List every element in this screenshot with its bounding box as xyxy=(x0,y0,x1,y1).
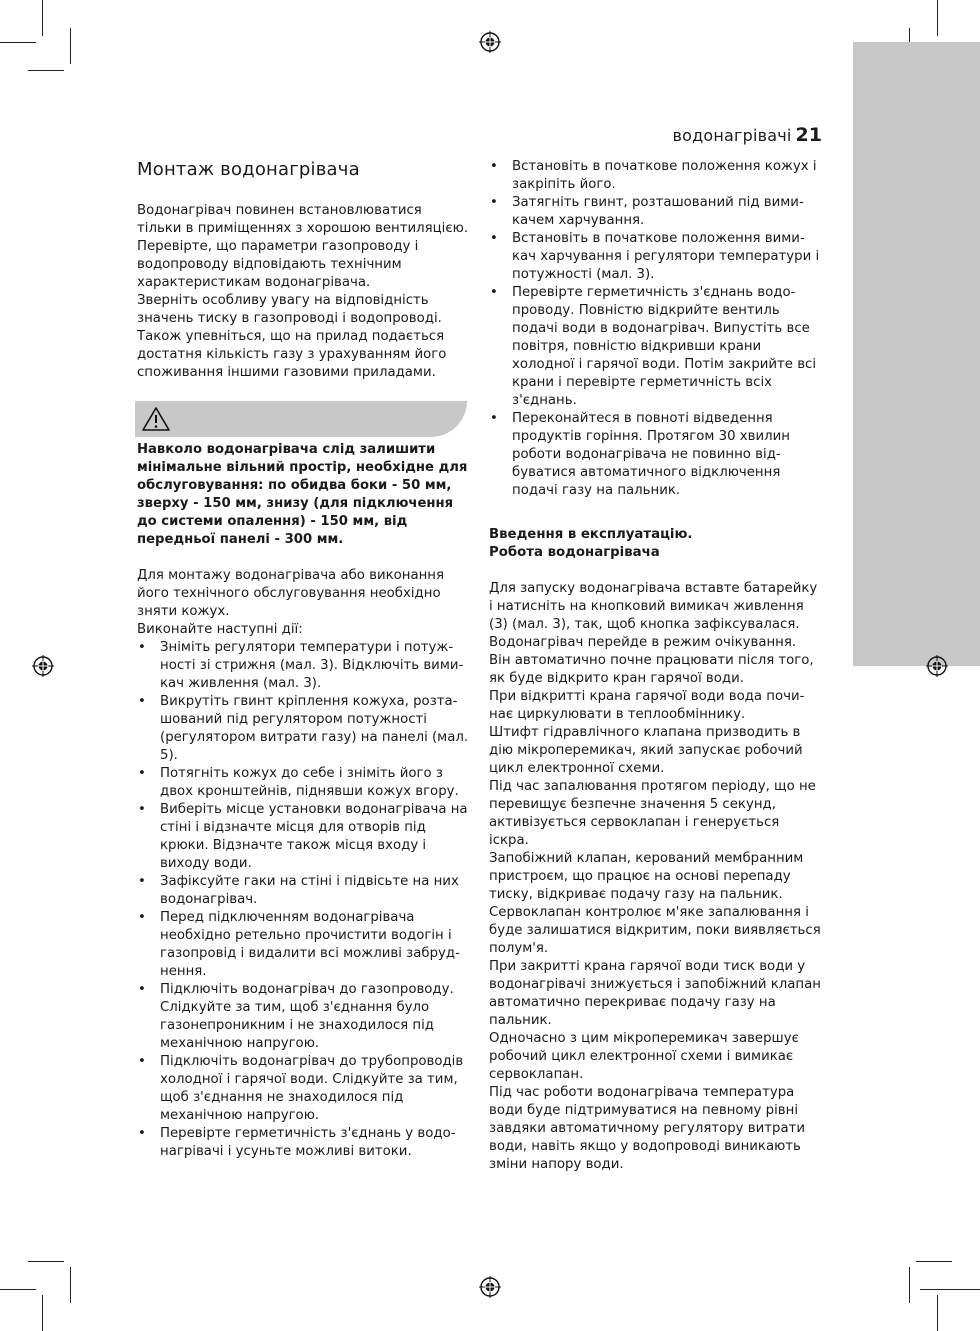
paragraph: Для монтажу водонагрівача або виконання його технічного обслуговування необхідно зняти кожух. xyxy=(137,568,445,619)
list-item: • Перед підключенням водонагрівача необхідно ретельно прочистити водогін і газопровід і видалити всі можливі забруднення. xyxy=(138,910,460,979)
list-item: • Перевірте герметичність з'єднань у водонагрівачі і усуньте можливі витоки. xyxy=(138,1126,456,1159)
subheading: Введення в експлуатацію. xyxy=(489,527,693,542)
list-item: • Підключіть водонагрівач до газопроводу. Слідкуйте за тим, щоб з'єднання було газонепроникним і не знаходилося під механічною напругою. xyxy=(138,982,454,1051)
list-item: • Викрутіть гвинт кріплення кожуха, розташований під регулятором потужності (регулятором витрати газу) на панелі (мал. 5). xyxy=(138,694,469,763)
paragraph: Під час роботи водонагрівача температура води буде підтримуватися на певному рівні завдяки автоматичному регулятору витрати води, навіть якщо у водопроводі виникають зміни напору води. xyxy=(489,1085,805,1172)
list-item: • Потягніть кожух до себе і зніміть його з двох кронштейнів, піднявши кожух вгору. xyxy=(138,766,459,799)
registration-crosshair-icon xyxy=(479,31,501,53)
paragraph: Запобіжний клапан, керований мембранним пристроєм, що працює на основі перепаду тиску, відкриває подачу газу на пальник. xyxy=(489,851,804,902)
list-item: • Встановіть в початкове положення вимикач харчування і регулятори температури і потужності (мал. 3). xyxy=(490,231,820,282)
paragraph: Зверніть особливу увагу на відповідність значень тиску в газопроводі і водопроводі. xyxy=(137,293,442,326)
section-heading: Монтаж водонагрівача xyxy=(137,159,360,180)
install-steps-list xyxy=(137,639,469,1161)
paragraph: Водонагрівач повинен встановлюватися тільки в приміщеннях з хорошою вентиляцією. xyxy=(137,203,469,236)
warning-triangle-icon xyxy=(141,406,171,432)
left-column xyxy=(137,158,469,1161)
paragraph: Також упевніться, що на прилад подається достатня кількість газу з урахуванням його споживання іншими газовими приладами. xyxy=(137,329,447,380)
list-item: • Переконайтеся в повноті відведення продуктів горіння. Протягом 30 хвилин роботи водонагрівача не повинно відбуватися автоматичного відключення подачі газу на пальник. xyxy=(490,411,790,498)
section-title: водонагрівачі xyxy=(672,126,792,145)
paragraph: Одночасно з цим мікроперемикач завершує робочий цикл електронної схеми і вимикає сервоклапан. xyxy=(489,1031,799,1082)
paragraph: При закритті крана гарячої води тиск води у водонагрівачі знижується і запобіжний клапан автоматично перекриває подачу газу на пальник. xyxy=(489,959,821,1028)
side-tab xyxy=(853,42,980,666)
paragraph: Водонагрівач перейде в режим очікування. xyxy=(489,635,797,650)
paragraph: Сервоклапан контролює м'яке запалювання і буде залишатися відкритим, поки виявляється полум'я. xyxy=(489,905,821,956)
paragraph: Перевірте, що параметри газопроводу і водопроводу відповідають технічним характеристикам водонагрівача. xyxy=(137,239,419,290)
paragraph: Під час запалювання протягом періоду, що не перевищує безпечне значення 5 секунд, активізується сервоклапан і генерується іскра. xyxy=(489,779,816,848)
list-item: • Перевірте герметичність з'єднань водопроводу. Повністю відкрийте вентиль подачі води в водонагрівач. Випустіть все повітря, повністю відкривши крани холодної і гарячої води. Потім закрийте всі крани і перевірте герметичність всіх з'єднань. xyxy=(490,285,817,408)
paragraph: Для запуску водонагрівача вставте батарейку і натисніть на кнопковий вимикач живлення (3) (мал. 3), так, щоб кнопка зафіксувалася. xyxy=(489,581,818,632)
page-number: 21 xyxy=(795,124,822,146)
paragraph: При відкритті крана гарячої води вода починає циркулювати в теплообміннику. xyxy=(489,689,805,722)
registration-crosshair-icon xyxy=(926,655,948,677)
list-item: • Зафіксуйте гаки на стіні і підвісьте на них водонагрівач. xyxy=(138,874,459,907)
paragraph: Штифт гідравлічного клапана призводить в дію мікроперемикач, який запускає робочий цикл електронної схеми. xyxy=(489,725,803,776)
list-item: • Виберіть місце установки водонагрівача на стіні і відзначте місця для отворів під крюки. Відзначте також місця входу і виходу води. xyxy=(138,802,468,871)
list-item: • Зніміть регулятори температури і потужності зі стрижня (мал. 3). Відключіть вимикач живлення (мал. 3). xyxy=(138,640,464,691)
warning-text: Навколо водонагрівача слід залишити мінімальне вільний простір, необхідне для обслуговування: по обидва боки - 50 мм, зверху - 150 мм, знизу (для підключення до системи опалення) - 150 мм, від передньої панелі - 300 мм. xyxy=(137,442,468,547)
page-header xyxy=(600,124,822,146)
list-item: • Затягніть гвинт, розташований під вимикачем харчування. xyxy=(490,195,804,228)
install-steps-list-continued xyxy=(489,158,822,500)
warning-bar xyxy=(135,401,467,437)
paragraph: Виконайте наступні дії: xyxy=(137,622,303,637)
registration-crosshair-icon xyxy=(479,1276,501,1298)
subheading: Робота водонагрівача xyxy=(489,545,660,560)
list-item: • Підключіть водонагрівач до трубопроводів холодної і гарячої води. Слідкуйте за тим, щоб з'єднання не знаходилося під механічною напругою. xyxy=(138,1054,464,1123)
paragraph: Він автоматично почне працювати після того, як буде відкрито кран гарячої води. xyxy=(489,653,814,686)
list-item: • Встановіть в початкове положення кожух і закріпіть його. xyxy=(490,159,817,192)
registration-crosshair-icon xyxy=(32,655,54,677)
right-column xyxy=(489,158,822,1174)
